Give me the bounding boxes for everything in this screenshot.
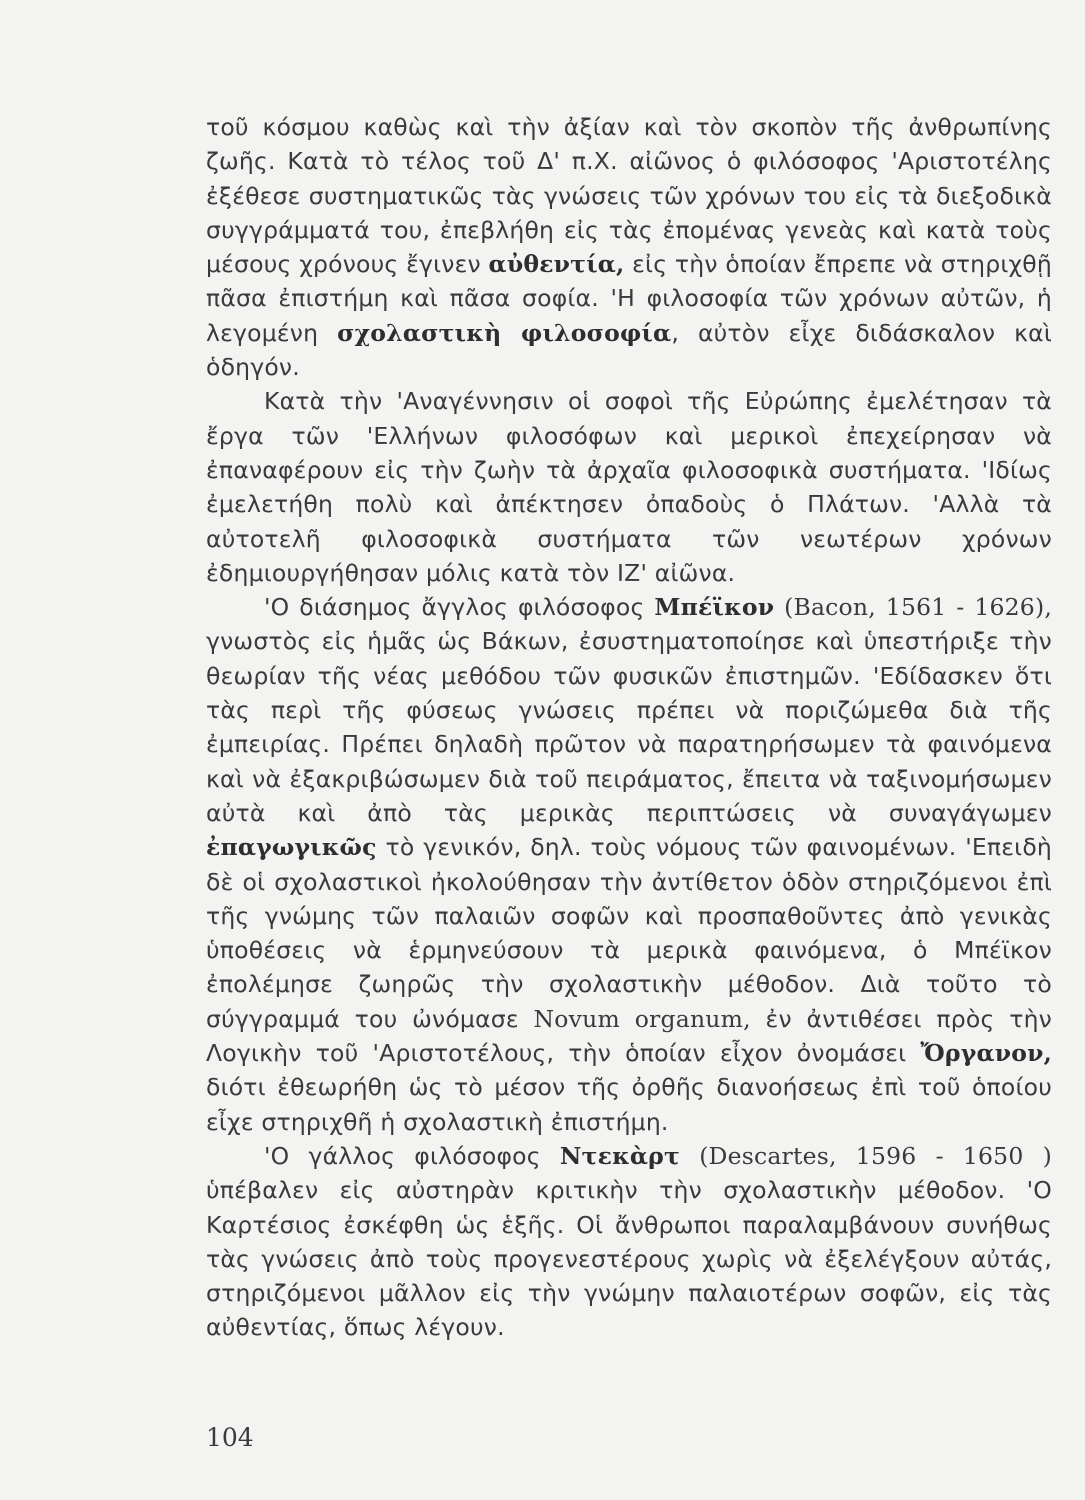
text-run: διότι ἐθεωρήθη ὡς τὸ μέσον τῆς ὀρθῆς διανοήσεως ἐπὶ τοῦ ὁποίου εἶχε στηριχθῆ ἡ σχολαστικὴ ἐπιστήμη. xyxy=(206,1073,1052,1136)
bold-term-authority: αὐθεντία, xyxy=(488,250,625,279)
bold-term-bacon: Μπέϊκον xyxy=(654,593,775,622)
paragraph-3 xyxy=(206,590,1052,1139)
text-run-serif: Novum organum, xyxy=(533,1004,751,1033)
bold-term-inductively: ἐπαγωγικῶς xyxy=(206,833,377,862)
text-run: , αὐτὸν εἶχε διδάσκαλον καὶ ὁδηγόν. xyxy=(206,318,1053,382)
text-run: εἰς τὴν ὁποίαν ἔπρεπε νὰ στηριχθῇ πᾶσα ἐπιστήμη καὶ πᾶσα σοφία. 'Η φιλοσοφία τῶν χρόνων αὐτῶν, ἡ λεγομένη xyxy=(206,250,1052,347)
text-run: 'Ο γάλλος φιλόσοφος xyxy=(264,1141,560,1170)
text-run: τοῦ κόσμου καθὼς καὶ τὴν ἀξίαν καὶ τὸν σκοπὸν τῆς ἀνθρωπίνης ζωῆς. Κατὰ τὸ τέλος τοῦ Δ' π.Χ. αἰῶνος ὁ φιλόσοφος 'Αριστοτέλης ἐξέθεσε συστηματικῶς τὰς γνώσεις τῶν χρόνων του εἰς τὰ διεξοδικὰ συγγράμματά του, ἐπεβλήθη εἰς τὰς ἐπομένας γενεὰς καὶ κατὰ τοὺς μέσους χρόνους ἔγινεν xyxy=(206,113,1052,279)
text-run: 'Ο διάσημος ἄγγλος φιλόσοφος xyxy=(264,593,655,622)
page-number: 104 xyxy=(206,1423,254,1452)
page-body xyxy=(206,110,1052,1345)
bold-term-scholastic-philosophy: σχολαστικὴ φιλοσοφία xyxy=(337,318,672,347)
text-run: Κατὰ τὴν 'Αναγέννησιν οἱ σοφοὶ τῆς Εὐρώπης ἐμελέτησαν τὰ ἔργα τῶν 'Ελλήνων φιλοσόφων καὶ μερικοὶ ἐπεχείρησαν νὰ ἐπαναφέρουν εἰς τὴν ζωὴν τὰ ἀρχαῖα φιλοσοφικὰ συστήματα. 'Ιδίως ἐμελετήθη πολὺ καὶ ἀπέκτησεν ὀπαδοὺς ὁ Πλάτων. 'Αλλὰ τὰ αὐτοτελῆ φιλοσοφικὰ συστήματα τῶν νεωτέρων χρόνων ἐδημιουργήθησαν μόλις κατὰ τὸν ΙΖ' αἰῶνα. xyxy=(206,387,1052,587)
text-run: τὸ γενικόν, δηλ. τοὺς νόμους τῶν φαινομένων. 'Επειδὴ δὲ οἱ σχολαστικοὶ ἠκολούθησαν τὴν ἀντίθετον ὁδὸν στηριζόμενοι ἐπὶ τῆς γνώμης τῶν παλαιῶν σοφῶν καὶ προσπαθοῦντες ἀπὸ γενικὰς ὑποθέσεις νὰ ἑρμηνεύσουν τὰ μερικὰ φαινόμενα, ὁ Μπέϊκον ἐπολέμησε ζωηρῶς τὴν σχολαστικὴν μέθοδον. Διὰ τοῦτο τὸ σύγγραμμά του ὠνόμασε xyxy=(206,833,1052,1033)
paragraph-2 xyxy=(206,384,1052,590)
text-run: ἐν ἀντιθέσει πρὸς τὴν Λογικὴν τοῦ 'Αριστοτέλους, τὴν ὁποίαν εἶχον ὀνομάσει xyxy=(206,1004,1053,1068)
text-run: γνωστὸς εἰς ἡμᾶς ὡς Βάκων, ἐσυστηματοποίησε καὶ ὑπεστήριξε τὴν θεωρίαν τῆς νέας μεθόδου τῶν φυσικῶν ἐπιστημῶν. 'Εδίδασκεν ὅτι τὰς περὶ τῆς φύσεως γνώσεις πρέπει νὰ ποριζώμεθα διὰ τῆς ἐμπειρίας. Πρέπει δηλαδὴ πρῶτον νὰ παρατηρήσωμεν τὰ φαινόμενα καὶ νὰ ἐξακριβώσωμεν διὰ τοῦ πειράματος, ἔπειτα νὰ ταξινομήσωμεν αὐτὰ καὶ ἀπὸ τὰς μερικὰς περιπτώσεις νὰ συναγάγωμεν xyxy=(206,627,1052,827)
text-run: ὑπέβαλεν εἰς αὐστηρὰν κριτικὴν τὴν σχολαστικὴν μέθοδον. 'Ο Καρτέσιος ἐσκέφθη ὡς ἑξῆς. Οἱ ἄνθρωποι παραλαμβάνουν συνήθως τὰς γνώσεις ἀπὸ τοὺς προγενεστέρους χωρὶς νὰ ἐξελέγξουν αὐτάς, στηριζόμενοι μᾶλλον εἰς τὴν γνώμην παλαιοτέρων σοφῶν, εἰς τὰς αὐθεντίας, ὅπως λέγουν. xyxy=(206,1176,1052,1342)
paragraph-1 xyxy=(206,110,1052,384)
paragraph-4 xyxy=(206,1139,1052,1345)
text-run-serif: (Bacon, 1561 - 1626), xyxy=(774,593,1052,622)
bold-term-descartes: Ντεκὰρτ xyxy=(559,1141,681,1170)
bold-term-organon: Ὄργανον, xyxy=(920,1039,1052,1068)
text-run-serif: (Descartes, 1596 - 1650 ) xyxy=(680,1141,1052,1170)
